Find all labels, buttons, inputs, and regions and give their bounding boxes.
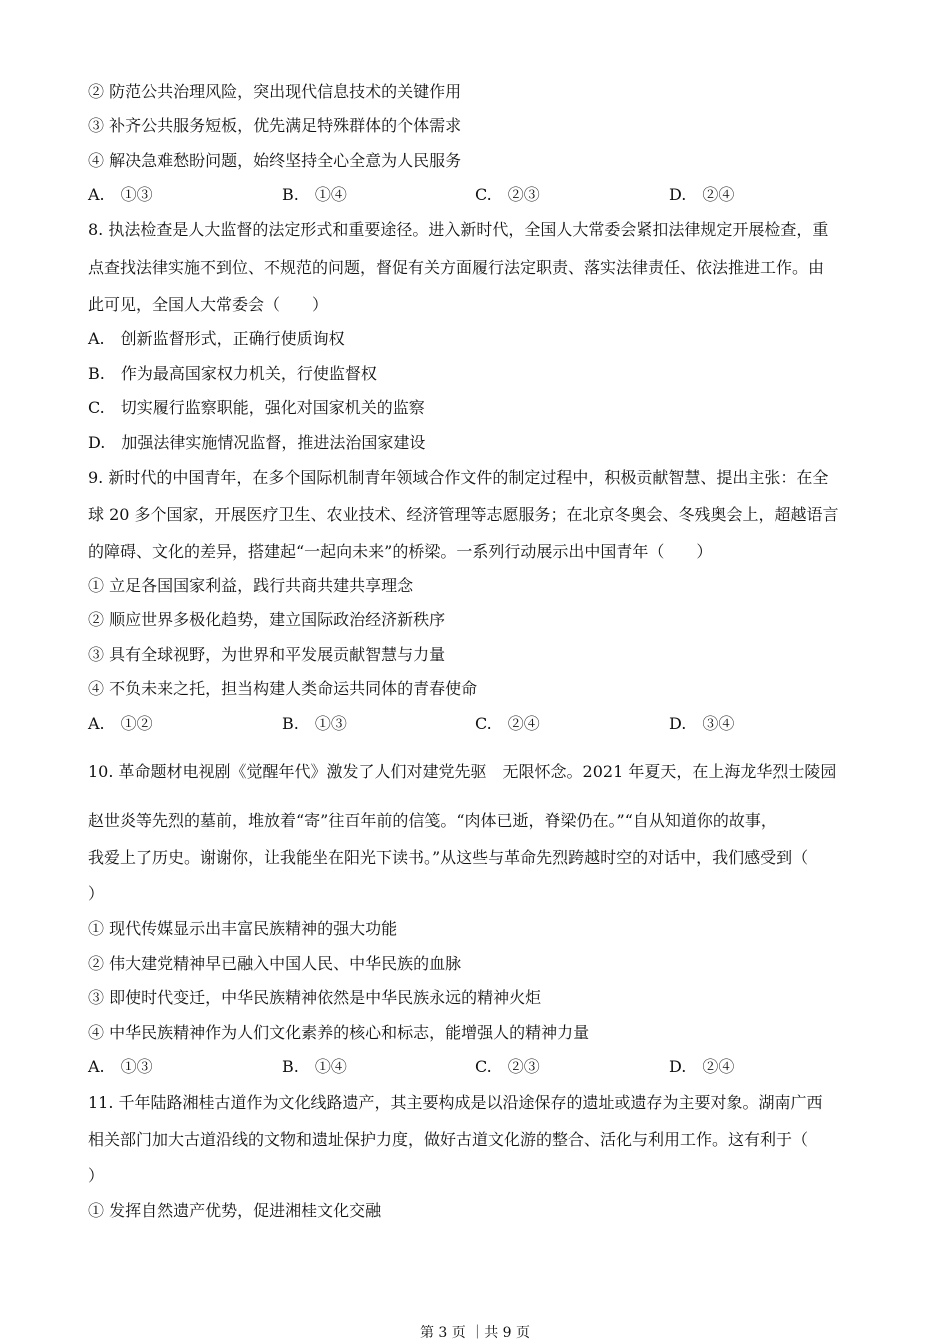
text-line: ① 发挥自然遗产优势，促进湘桂文化交融 — [88, 1201, 382, 1220]
text-line: 的障碍、文化的差异，搭建起“一起向未来”的桥梁。一系列行动展示出中国青年（ ） — [88, 542, 713, 561]
option-b: B. 作为最高国家权力机关，行使监督权 — [88, 364, 377, 383]
text-line: ② 伟大建党精神早已融入中国人民、中华民族的血脉 — [88, 954, 462, 973]
text-line: 此可见，全国人大常委会（ ） — [88, 295, 329, 314]
option-d: D. ③④ — [669, 714, 735, 733]
answer-options — [88, 1057, 848, 1077]
text-line: ③ 即使时代变迁，中华民族精神依然是中华民族永远的精神火炬 — [88, 988, 542, 1007]
text-line: ③ 补齐公共服务短板，优先满足特殊群体的个体需求 — [88, 116, 462, 135]
option-b: B. ①④ — [282, 185, 347, 204]
question-9-text: 9. 新时代的中国青年，在多个国际机制青年领域合作文件的制定过程中，积极贡献智慧、提出主张：在全 — [88, 468, 829, 487]
text-line: ① 现代传媒显示出丰富民族精神的强大功能 — [88, 919, 398, 938]
option-d: D. ②④ — [669, 1057, 735, 1076]
text-line: ④ 中华民族精神作为人们文化素养的核心和标志，能增强人的精神力量 — [88, 1023, 590, 1042]
text-line: 赵世炎等先烈的墓前，堆放着“寄”往百年前的信笺。“肉体已逝，脊梁仍在。”“自从知道你的故事， — [88, 811, 777, 830]
answer-options — [88, 185, 848, 205]
text-line: 点查找法律实施不到位、不规范的问题，督促有关方面履行法定职责、落实法律责任、依法推进工作。由 — [88, 258, 825, 277]
question-10-text: 10. 革命题材电视剧《觉醒年代》激发了人们对建党先驱 无限怀念。2021 年夏天，在上海龙华烈士陵园 — [88, 762, 837, 781]
option-a: A. ①③ — [88, 1057, 153, 1076]
option-d: D. 加强法律实施情况监督，推进法治国家建设 — [88, 433, 426, 452]
text-line: ① 立足各国国家利益，践行共商共建共享理念 — [88, 576, 414, 595]
option-c: C. ②④ — [475, 714, 540, 733]
option-b: B. ①④ — [282, 1057, 347, 1076]
text-line: 我爱上了历史。谢谢你，让我能坐在阳光下读书。”从这些与革命先烈跨越时空的对话中，我们感受到（ — [88, 848, 809, 867]
text-line: ④ 解决急难愁盼问题，始终坚持全心全意为人民服务 — [88, 151, 462, 170]
text-line: ④ 不负未来之托，担当构建人类命运共同体的青春使命 — [88, 679, 478, 698]
text-line: 球 20 多个国家，开展医疗卫生、农业技术、经济管理等志愿服务；在北京冬奥会、冬残奥会上，超越语言 — [88, 505, 839, 524]
text-line: 相关部门加大古道沿线的文物和遗址保护力度，做好古道文化游的整合、活化与利用工作。这有利于（ — [88, 1130, 809, 1149]
option-d: D. ②④ — [669, 185, 735, 204]
option-a: A. ①③ — [88, 185, 153, 204]
answer-options — [88, 714, 848, 734]
question-11-text: 11. 千年陆路湘桂古道作为文化线路遗产，其主要构成是以沿途保存的遗址或遗存为主要对象。湖南广西 — [88, 1093, 823, 1112]
text-line: ③ 具有全球视野，为世界和平发展贡献智慧与力量 — [88, 645, 446, 664]
text-line: ） — [88, 884, 105, 903]
text-line: ② 防范公共治理风险，突出现代信息技术的关键作用 — [88, 82, 462, 101]
question-8-text: 8. 执法检查是人大监督的法定形式和重要途径。进入新时代，全国人大常委会紧扣法律规定开展检查，重 — [88, 220, 829, 239]
option-a: A. ①② — [88, 714, 153, 733]
text-line: ② 顺应世界多极化趋势，建立国际政治经济新秩序 — [88, 610, 446, 629]
text-line: ） — [88, 1166, 105, 1185]
option-c: C. ②③ — [475, 185, 540, 204]
option-b: B. ①③ — [282, 714, 347, 733]
page-footer: 第 3 页 ｜共 9 页 — [419, 1325, 531, 1341]
option-a: A. 创新监督形式，正确行使质询权 — [88, 329, 345, 348]
option-c: C. ②③ — [475, 1057, 540, 1076]
option-c: C. 切实履行监察职能，强化对国家机关的监察 — [88, 398, 425, 417]
